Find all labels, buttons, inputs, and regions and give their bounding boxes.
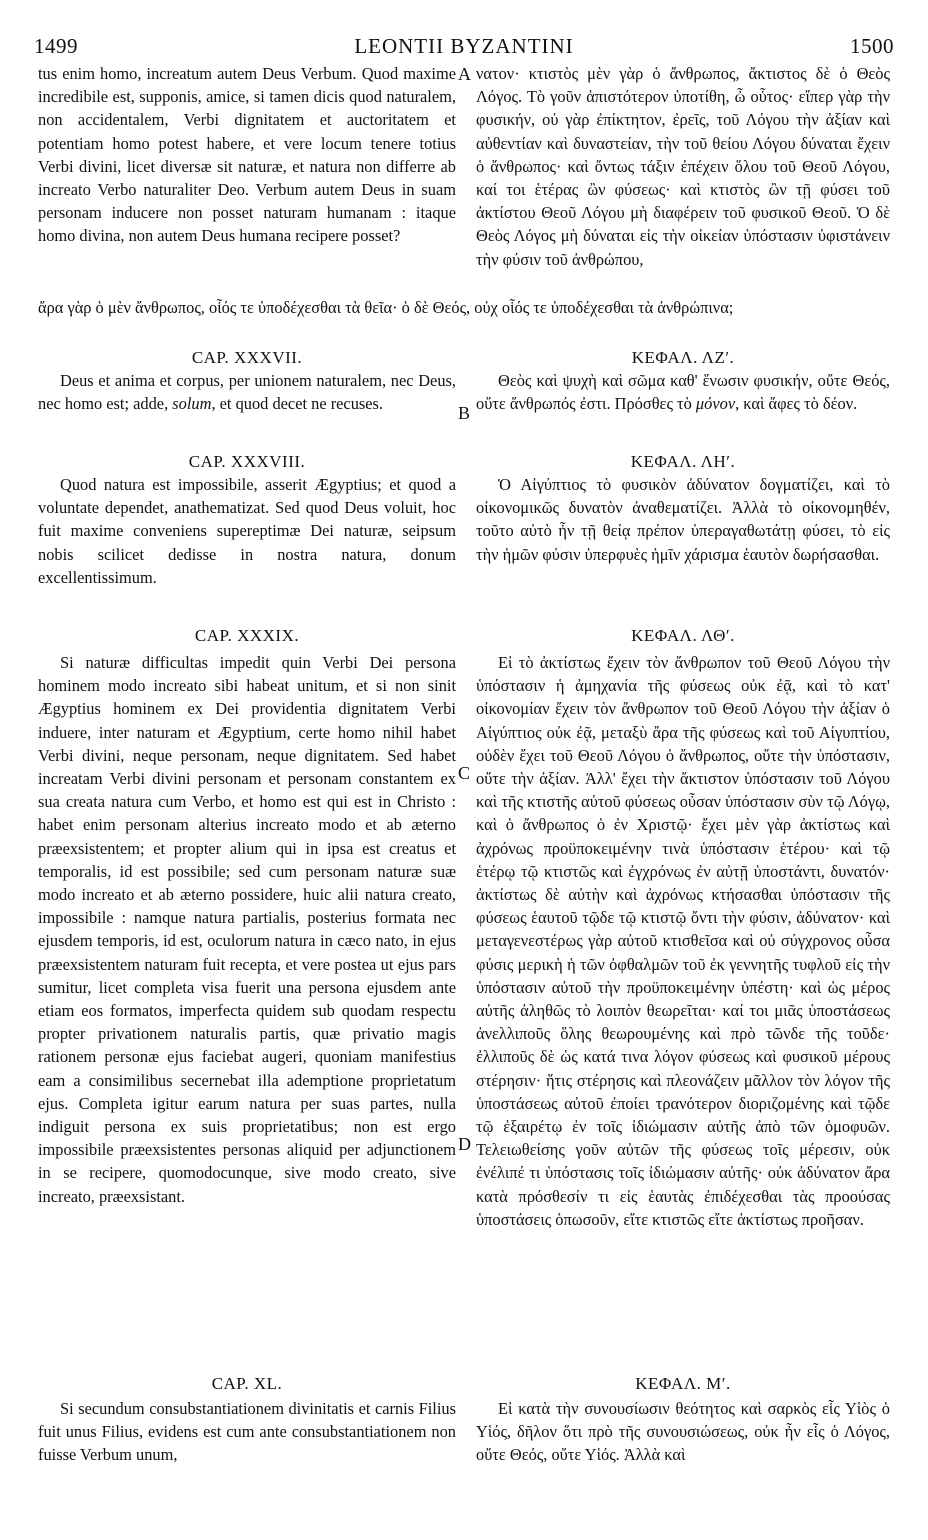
latin-chapter-text: Si naturæ difficultas impedit quin Verbi Dei persona hominem modo increato sibi habeat unitum, et si non sinit Ægyptius hominem ex Dei providentia dignitatem Verbi induere, inter naturam et Ægyptium, certe homo nihil habet Verbi divini, neque personam, neque dignitatem. Sed habet increatam Verbi divini personam et personam constantem ex sua creata natura cum Verbo, et homo est qui est in Christo : habet enim personam alterius increato modo et ab æterno præexsistentem; et propter alium qui in ipsa est creatus et temporalis, id est possibile; sed cum personam naturæ suæ modo increato et ab æterno possidere, huic alii natura creato, impossibile : namque natura partialis, posterius formata nec ejusdem temporis, id est, oculorum natura in cæco nato, in ejus præexsistentem naturam fuit recepta, et vere postea ut ejus pars sumitur, licet completa visa fuerit una persona ejusdem ante etiam eos formatos, imperfecta quidem sub quodam respectu propter privationem naturalis partis, quæ privatio magis rationem personæ ejus faciebat augeri, quoniam manifestius eam a consimilibus secernebat illa ademptione proprietatum ejus. Completa igitur earum natura per suas partes, nulla indiguit persona ex suis proprietatibus; non est ergo impossibile præexsistentes personas aliquid per adjunctionem in se recipere, quomodocunque, sive modo creato, sive increato, præexsistant. bbox=[38, 653, 456, 1206]
chapter-heading-latin: CAP. XXXIX. bbox=[194, 626, 300, 645]
chapter-heading-greek: ΚΕΦΑΛ. ΛΖʹ. bbox=[631, 348, 735, 367]
chapter-heading-greek: ΚΕΦΑΛ. ΛΘʹ. bbox=[631, 626, 735, 645]
greek-column-top bbox=[476, 62, 890, 271]
greek-chapter-38 bbox=[476, 450, 890, 566]
latin-chapter-40 bbox=[38, 1372, 456, 1467]
chapter-heading-greek: ΚΕΦΑΛ. Μʹ. bbox=[635, 1374, 731, 1393]
latin-chapter-38 bbox=[38, 450, 456, 589]
margin-letter-b: B bbox=[458, 403, 471, 423]
text-run: Θεὸς καὶ ψυχὴ καὶ σῶμα καθ' ἕνωσιν φυσικήν, οὔτε Θεός, οὔτε ἄνθρωπός ἐστι. Πρόσθες τὸ bbox=[476, 371, 890, 414]
greek-paragraph-top: νατον· κτιστὸς μὲν γὰρ ὁ ἄνθρωπος, ἄκτιστος δὲ ὁ Θεὸς Λόγος. Τὸ γοῦν ἀπιστότερον ὑποτίθη, ὦ οὗτος· εἴπερ γὰρ τὴν φυσικήν, οὐ γὰρ ἐπίκτητον, ἐρεῖς, τοῦ Λόγου τὴν ἀξίαν καὶ αὐθεντίαν καὶ δυναστείαν, τὴν τοῦ θείου Λόγου δύναται ἔχειν ὁ ἄνθρωπος· καὶ ὄντως τάξιν ἐπέχειν ὅλου τοῦ Θεοῦ Λόγου, καί τοι ἑτέρας ὢν φύσεως· καὶ κτιστὸς ὢν τῇ φύσει τοῦ ἀκτίστου Θεοῦ Λόγου μὴ διαφέρειν τοῦ φυσικοῦ Θεοῦ. Ὁ δὲ Θεὸς Λόγος μὴ δύναται εἰς τὴν οἰκείαν ὑπόστασιν ὑφιστάνειν τὴν φύσιν τοῦ ἀνθρώπου, bbox=[476, 64, 890, 269]
margin-letter-d: D bbox=[458, 1134, 471, 1154]
greek-chapter-text bbox=[476, 369, 890, 415]
italic-word: solum bbox=[172, 394, 212, 414]
chapter-heading-latin: CAP. XL. bbox=[211, 1374, 283, 1393]
text-run: Deus et anima et corpus, per unionem naturalem, nec Deus, nec homo est; adde, bbox=[38, 371, 456, 414]
greek-paragraph-full: ἄρα γὰρ ὁ μὲν ἄνθρωπος, οἷός τε ὑποδέχεσθαι τὰ θεῖα· ὁ δὲ Θεός, οὐχ οἷός τε ὑποδέχεσθαι τὰ ἀνθρώπινα; bbox=[38, 298, 734, 317]
running-title: LEONTII BYZANTINI bbox=[354, 34, 574, 58]
latin-chapter-text bbox=[38, 369, 456, 415]
greek-chapter-40 bbox=[476, 1372, 890, 1467]
greek-full-width-line bbox=[38, 296, 890, 319]
italic-word: μόνον bbox=[695, 394, 736, 414]
page-number-left: 1499 bbox=[34, 34, 78, 58]
chapter-heading-latin: CAP. XXXVII. bbox=[191, 348, 303, 367]
greek-chapter-text: Εἰ τὸ ἀκτίστως ἔχειν τὸν ἄνθρωπον τοῦ Θεοῦ Λόγου τὴν ὑπόστασιν ἡ ἀμηχανία τῆς φύσεως οὐκ ἐᾷ, καὶ τὸ κατ' οἰκονομίαν ἔχειν τὸν ἄνθρωπον τοῦ Θεοῦ Λόγου τὴν ἀξίαν ὁ Αἰγύπτιος οὐκ ἐᾷ, μεταξὺ ἄρα τῆς φύσεως καὶ τοῦ Αἰγυπτίου, οὐδὲν ἔχει τοῦ Θεοῦ Λόγου ὁ ἄνθρωπος, οὔτε τὴν ὑπόστασιν, οὔτε τὴν ἀξίαν. Ἀλλ' ἔχει τὴν ἄκτιστον ὑπόστασιν τοῦ Λόγου καὶ τῆς κτιστῆς αὐτοῦ φύσεως οὖσαν ὑπόστασιν σὺν τῷ Λόγῳ, καὶ ὁ ἄνθρωπος ὁ ἐν Χριστῷ· ἔχει μὲν γὰρ ἀκτίστως καὶ ἀχρόνως προϋποκειμένην τινὰ ὑπόστασιν ἑτέρου· καὶ τῷ ἑτέρῳ τῷ κτιστῶς καὶ ἐγχρόνως ἐν αὐτῇ ὑποστάντι, δυνατόν· ἀκτίστως δὲ αὐτὴν καὶ ἀχρόνως κτήσασθαι ὑπόστασιν τῆς φύσεως ἑαυτοῦ τῷδε τῷ κτιστῷ ὄντι τὴν φύσιν, ἀδύνατον· καὶ μεταγενεστέρως γὰρ αὐτοῦ κτισθεῖσα καὶ οὐ σύγχρονος οὖσα φύσις μερικὴ ἡ τῶν ὀφθαλμῶν τοῦ ἐκ γεννητῆς τυφλοῦ εἰς τὴν ὑπόστασιν αὐτοῦ τὴν προϋποκειμένην ὑπέστη· καὶ ὡς μέρος αὐτῆς ἀληθῶς τὸ λοιπὸν θεωρεῖται· καί τοι μιᾶς ὑποστάσεως ἀνελλιποῦς ὅλης θεωρουμένης καὶ πρὸ τῶνδε τῆς τοῦδε· ἐλλιποῦς δὲ ὡς κατά τινα λόγον φύσεως καὶ φυσικοῦ μέρους στέρησιν· ἥτις στέρησις καὶ πλεονάζειν μᾶλλον τὸν λόγον τῆς ὑποστάσεως αὐτοῦ ἐποίει τρανότερον διοριζομένης καὶ τῷδε τῷ ἐξαιρέτῳ ἐν τοῖς ἰδιώμασιν αὐτῆς ἀπὸ τῶν ὁμοφυῶν. Τελειωθείσης γοῦν αὐτῶν τῆς φύσεως τοῖς μέρεσιν, οὐκ ἐνέλιπέ τι ὑπόστασις τοῖς ἰδιώμασιν αὐτῆς· οὐκ ἀδύνατον ἄρα κατὰ πρόσθεσίν τι εἰς ἑαυτὰς ἐπιδέχεσθαι τὰς προούσας ὑποστάσεις ὁπωσοῦν, εἴτε κτιστῶς εἴτε ἀκτίστως προῆσαν. bbox=[476, 653, 890, 1229]
page-number-right: 1500 bbox=[850, 34, 894, 58]
latin-chapter-37 bbox=[38, 346, 456, 415]
latin-column-top bbox=[38, 62, 456, 248]
greek-chapter-37 bbox=[476, 346, 890, 415]
greek-chapter-text: Ὁ Αἰγύπτιος τὸ φυσικὸν ἀδύνατον δογματίζει, καὶ τὸ οἰκονομικῶς δυνατὸν ἀναθεματίζει. Ἀλλὰ τὸ οἰκονομηθέν, τοῦτο αὐτὸ ἦν τῇ θείᾳ πρέπον ὑπεραγαθωτάτῃ φύσει, τὸ εἰς τὴν ἡμῶν φύσιν ὑπερφυὲς ἡμῖν χάρισμα ἑαυτὸν δωρήσασθαι. bbox=[476, 475, 890, 564]
chapter-heading-latin: CAP. XXXVIII. bbox=[188, 452, 306, 471]
margin-letter-c: C bbox=[458, 763, 471, 783]
text-run: , et quod decet ne recuses. bbox=[211, 394, 384, 414]
latin-chapter-text: Quod natura est impossibile, asserit Ægyptius; et quod a voluntate dependet, anathematizat. Sed quod Deus voluit, hoc fuit maxime conveniens supereptimæ Dei naturæ, seipsum nobis scilicet dedisse in nostra natura, donum excellentissimum. bbox=[38, 475, 456, 587]
running-header bbox=[34, 34, 894, 58]
latin-chapter-text: Si secundum consubstantiationem divinitatis et carnis Filius fuit unus Filius, evidens est cum ante consubstantiationem non fuisse Verbum unum, bbox=[38, 1399, 456, 1465]
latin-chapter-39 bbox=[38, 624, 456, 1208]
greek-chapter-text: Εἰ κατὰ τὴν συνουσίωσιν θεότητος καὶ σαρκὸς εἷς Υἱὸς ὁ Υἱός, δῆλον ὅτι πρὸ τῆς συνουσιώσεως, οὐκ ἦν εἷς ὁ Λόγος, οὔτε Θεός, οὔτε Υἱός. Ἀλλὰ καὶ bbox=[476, 1399, 890, 1465]
text-run: , καὶ ἄφες τὸ δέον. bbox=[735, 394, 858, 414]
greek-chapter-39 bbox=[476, 624, 890, 1231]
latin-paragraph-top: tus enim homo, increatum autem Deus Verbum. Quod maxime incredibile est, supponis, amice, si tamen dicis quod naturalem, non accidentalem, Verbi dignitatem et auctoritatem et potentiam homo potest habere, et vere locum tenere totius Verbi divini, licet diversæ sit naturæ, et natura non differre ab increato Verbo naturaliter Deo. Verbum autem Deus in suam personam inducere non posset naturam humanam : itaque homo divina, non autem Deus humana recipere posset? bbox=[38, 64, 456, 246]
margin-letter-a: A bbox=[458, 64, 471, 84]
chapter-heading-greek: ΚΕΦΑΛ. ΛΗʹ. bbox=[630, 452, 736, 471]
